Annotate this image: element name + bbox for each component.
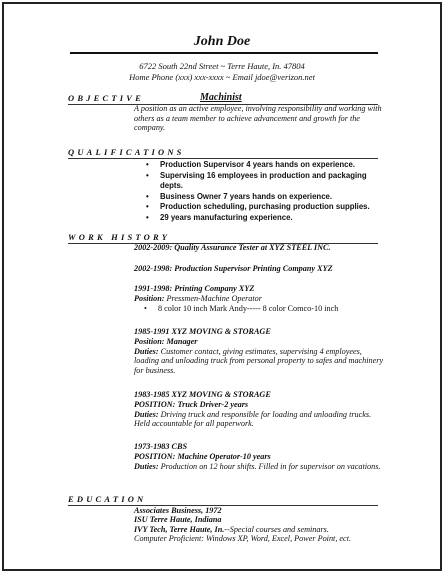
objective-text: A position as an active employee, involving responsibility and working with others as a team member to achieve advancement and growth for the company.: [134, 104, 382, 133]
job-position: Position: Manager: [134, 336, 198, 346]
job-entry: [134, 284, 384, 313]
resume-page: [2, 2, 442, 571]
qualifications-divider: [68, 158, 378, 159]
job-header: 2002-1998: Production Supervisor Printing Company XYZ: [134, 264, 333, 273]
education-block: [134, 506, 394, 544]
list-item: • Production Supervisor 4 years hands on experience.: [146, 160, 355, 169]
bullet-icon: •: [146, 160, 149, 169]
job-header: 1991-1998: Printing Company XYZ: [134, 284, 255, 293]
job-header: 1985-1991 XYZ MOVING & STORAGE: [134, 327, 271, 336]
bullet-icon: •: [146, 202, 149, 211]
bullet-icon: •: [146, 212, 149, 222]
job-entry: [134, 442, 384, 471]
education-heading: EDUCATION: [68, 494, 147, 504]
education-degree: Associates Business, 1972: [134, 506, 222, 515]
list-item: • Supervising 16 employees in production and packaging depts.: [146, 170, 367, 190]
header-rule: [70, 52, 378, 54]
candidate-name: John Doe: [193, 34, 251, 49]
job-header: 2002-2009: Quality Assurance Tester at XYZ STEEL INC.: [134, 243, 331, 252]
bullet-icon: •: [146, 170, 149, 180]
list-item: • 29 years manufacturing experience.: [146, 212, 293, 222]
bullet-icon: •: [144, 303, 147, 313]
job-title: Machinist: [200, 92, 242, 103]
qualifications-heading: QUALIFICATIONS: [68, 147, 185, 157]
phone-email-line: Home Phone (xxx) xxx-xxxx ~ Email jdoe@verizon.net: [129, 72, 315, 82]
education-computer-skills: Computer Proficient: Windows XP, Word, Excel, Power Point, ect.: [134, 534, 352, 544]
objective-heading: OBJECTIVE: [68, 93, 145, 103]
job-duties: Duties: Driving truck and responsible for loading and unloading trucks. Held accountable for all paperwork.: [134, 409, 372, 429]
job-entry: [134, 243, 384, 253]
address-line: 6722 South 22nd Street ~ Terre Haute, In. 47804: [139, 61, 305, 71]
job-entry: [134, 327, 384, 376]
list-item: • Production scheduling, purchasing production supplies.: [146, 202, 370, 211]
job-position: POSITION: Machine Operator-10 years: [134, 451, 271, 461]
job-header: 1983-1985 XYZ MOVING & STORAGE: [134, 390, 271, 399]
list-item: • Business Owner 7 years hands on experience.: [146, 191, 333, 201]
job-position: Position: Pressmen-Machine Operator: [134, 293, 262, 303]
qualifications-list: [146, 160, 386, 223]
work-history-heading: WORK HISTORY: [68, 232, 171, 242]
job-header: 1973-1983 CBS: [134, 442, 187, 451]
job-detail: • 8 color 10 inch Mark Andy----- 8 color Comco-10 inch: [144, 303, 339, 313]
bullet-icon: •: [146, 191, 149, 201]
education-school: ISU Terre Haute, Indiana: [134, 515, 222, 525]
education-courses: IVY Tech, Terre Haute, In.--Special courses and seminars.: [134, 524, 329, 534]
job-entry: [134, 390, 384, 429]
job-position: POSITION: Truck Driver-2 years: [134, 399, 249, 409]
job-entry: [134, 264, 384, 274]
job-duties: Duties: Customer contact, giving estimates, supervising 4 employees, loading and unloading truck from personal property to safes and machinery for business.: [134, 346, 384, 376]
job-duties: Duties: Production on 12 hour shifts. Filled in for supervisor on vacations.: [134, 461, 381, 471]
